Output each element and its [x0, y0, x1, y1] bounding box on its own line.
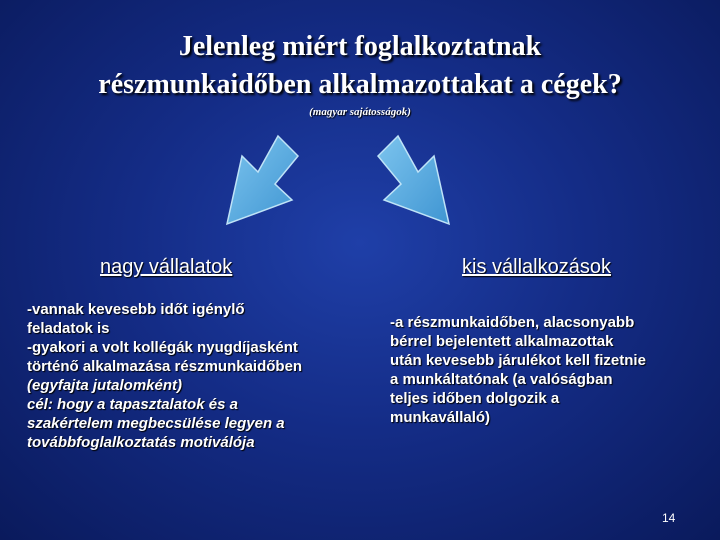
arrow-down-left-icon — [227, 136, 298, 224]
right-line: bérrel bejelentett alkalmazottak — [390, 333, 614, 350]
left-line: cél: hogy a tapasztalatok és a — [27, 396, 238, 413]
left-line: -gyakori a volt kollégák nyugdíjasként — [27, 339, 298, 356]
left-line: továbbfoglalkoztatás motiválója — [27, 434, 255, 451]
left-line: szakértelem megbecsülése legyen a — [27, 415, 285, 432]
right-text-block — [390, 313, 690, 427]
left-line: -vannak kevesebb időt igénylő — [27, 301, 245, 318]
title-line-2: részmunkaidőben alkalmazottakat a cégek? — [98, 69, 622, 100]
right-line: a munkáltatónak (a valóságban — [390, 371, 613, 388]
slide-subtitle: (magyar sajátosságok) — [309, 106, 411, 118]
right-line: -a részmunkaidőben, alacsonyabb — [390, 314, 635, 331]
right-line: teljes időben dolgozik a — [390, 390, 560, 407]
page-number: 14 — [662, 511, 676, 525]
right-heading: kis vállalkozások — [462, 256, 611, 278]
left-text-block — [27, 300, 357, 452]
right-line: munkavállaló) — [390, 409, 491, 426]
left-line: feladatok is — [27, 320, 110, 337]
left-line: (egyfajta jutalomként) — [27, 377, 183, 394]
title-line-1: Jelenleg miért foglalkoztatnak — [178, 31, 542, 62]
right-line: után kevesebb járulékot kell fizetnie — [390, 352, 646, 369]
arrow-down-right-icon — [378, 136, 449, 224]
left-line: történő alkalmazása részmunkaidőben — [27, 358, 303, 375]
left-heading: nagy vállalatok — [100, 256, 233, 278]
